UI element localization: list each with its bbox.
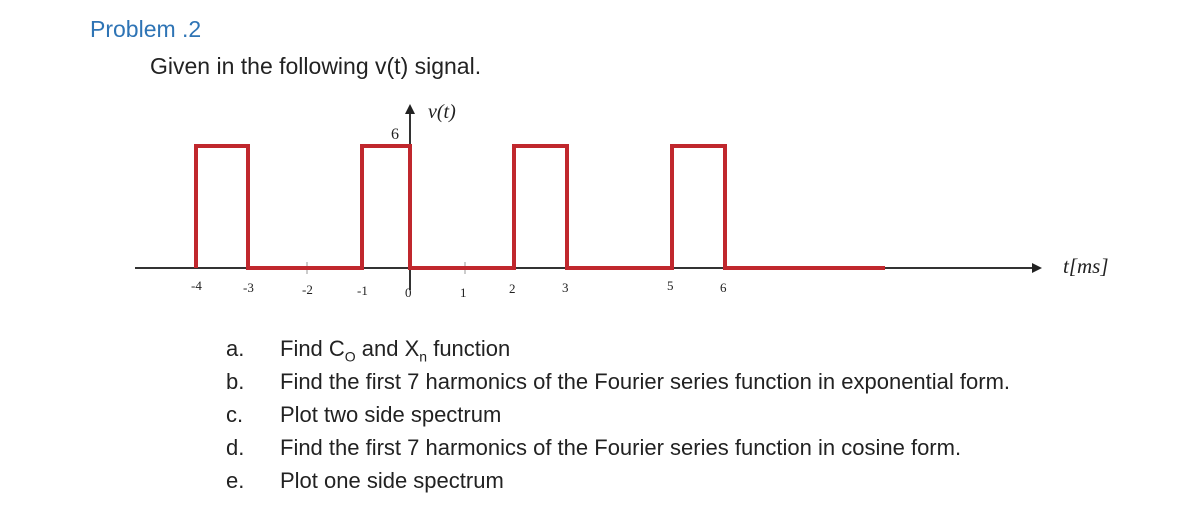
task-letter: e. (226, 468, 245, 493)
y-axis-label: v(t) (428, 101, 456, 123)
x-tick-labels (191, 278, 727, 300)
x-tick-label: 2 (509, 281, 516, 296)
signal-waveform (196, 146, 885, 268)
task-text: Find the first 7 harmonics of the Fourier series function in exponential form. (280, 369, 1011, 394)
x-tick-label: 5 (667, 278, 674, 293)
task-letter: d. (226, 435, 245, 460)
x-tick-label: 6 (720, 280, 727, 295)
x-tick-label: -1 (357, 283, 368, 298)
x-tick-label: 1 (460, 285, 467, 300)
problem-subtitle: Given in the following v(t) signal. (150, 53, 482, 79)
x-tick-label: -2 (302, 282, 313, 297)
x-tick-label: 0 (405, 285, 412, 300)
x-tick-label: -3 (243, 280, 254, 295)
task-text: Find the first 7 harmonics of the Fourier series function in cosine form. (280, 435, 962, 460)
task-letter: c. (226, 402, 244, 427)
task-letter: b. (226, 369, 245, 394)
x-tick-label: -4 (191, 278, 202, 293)
task-text: Plot one side spectrum (280, 468, 504, 493)
task-text: Find $C_O$ and $X_n$ function (280, 336, 511, 365)
task-text: Plot two side spectrum (280, 402, 502, 427)
problem-heading: Problem .2 (90, 16, 202, 42)
amplitude-label: 6 (391, 126, 399, 143)
x-axis-label: t[ms] (1063, 254, 1109, 278)
x-tick-label: 3 (562, 280, 569, 295)
task-letter: a. (226, 336, 245, 361)
